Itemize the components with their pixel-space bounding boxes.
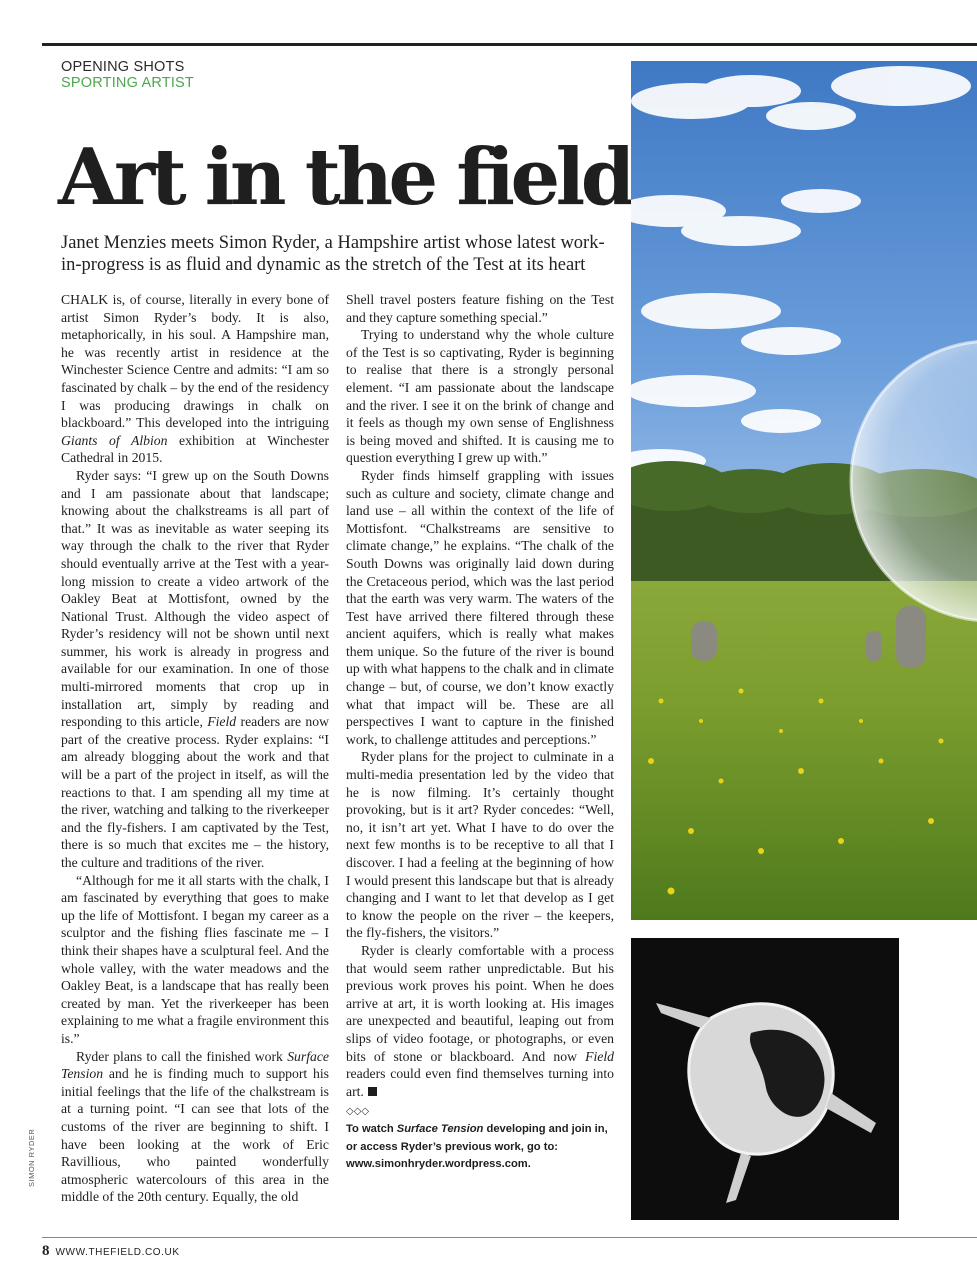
bottom-rule	[42, 1237, 977, 1238]
end-mark	[368, 1087, 377, 1096]
meadow-bubble-photo	[631, 61, 977, 920]
paragraph: Ryder is clearly comfortable with a process that would seem rather unpredictable. But his previous work proves his point. When he does arrive at art, it is worth looking at. His images are unexpected and beautiful, leaping out from slips of video footage, or photographs, or even bits of stone or blackboard. And now Field readers could even find themselves turning into art.	[346, 942, 614, 1099]
paragraph: Ryder finds himself grappling with issues such as culture and society, climate change and land use – all within the context of the life of Mottisfont. “Chalkstreams are sensitive to climate change,” he explains. “The chalk of the South Downs was originally laid down during the Cretaceous period, which was the last period that the earth was very warm. The waters of the Test have arrived there filtered through these ancient aquifers, which is really what makes them unique. So the future of the river is bound up with what happens to the chalk and in climate change – but, of course, we don’t know exactly what that impact will be. These are all perspectives I want to capture in the finished work, to challenge attitudes and perceptions.”	[346, 467, 614, 747]
italic-title: Field	[207, 714, 237, 730]
paragraph: “Although for me it all starts with the chalk, I am fascinated by everything that goes to make up the life of Mottisfont. I began my career as a sculptor and the fishing flies fascinate me – I think their shapes have a sculptural feel. And the whole valley, with the water meadows and the Oakley Beat, is a landscape that has really been created by man. Yet the riverkeeper has been explaining to me what a fragile environment this is.”	[61, 872, 329, 1046]
italic-title: Surface Tension	[61, 1048, 329, 1082]
call-to-action: To watch Surface Tension developing and join in, or access Ryder’s previous work, go to: www.simonhryder.wordpress.com.	[346, 1123, 608, 1171]
section-kicker: OPENING SHOTS	[61, 59, 185, 75]
section-subkicker: SPORTING ARTIST	[61, 75, 194, 91]
page-footer	[42, 1243, 180, 1260]
italic-title: Field	[585, 1048, 614, 1064]
photo-credit: SIMON RYDER	[27, 1128, 36, 1187]
paragraph: Ryder plans for the project to culminate in a multi-media presentation led by the video that he is now filming. It’s certainly thought provoking, but is it art? Ryder concedes: “Well, no, it isn’t art yet. What I have to do over the next few months is to be receptive to all that I discover. I had a feeling at the beginning of how I would present this landscape but that is already changing and I want to let that develop as I get to know the people on the river – the keepers, the fly-fishers, the visitors.”	[346, 749, 614, 941]
footer-url: WWW.THEFIELD.CO.UK	[55, 1247, 180, 1258]
paragraph: Trying to understand why the whole culture of the Test is so captivating, Ryder is beginning to realise that there is a strongly personal element. “I am passionate about the landscape and the river. I see it on the brink of change and it feels as though my own sense of Englishness is being moved and shifted. It is causing me to question everything I grew up with.”	[346, 327, 614, 466]
page-number: 8	[42, 1243, 50, 1259]
headline: Art in the field	[58, 132, 631, 223]
paragraph: Ryder plans to call the finished work Surface Tension and he is finding much to support his initial feelings that the life of the chalkstream is at a turning point. “I can see that lots of the customs of the river are beginning to shift. I have been looking at the work of Eric Ravillious, who painted wonderfully atmospheric watercolours of this area in the middle of the 20th century. Equally, the old	[61, 1048, 329, 1205]
paragraph: CHALK is, of course, literally in every bone of artist Simon Ryder’s body. It is also, metaphorically, in his soul. A Hampshire man, he was recently artist in residence at the Winchester Science Centre and admits: “I am so fascinated by chalk – by the end of the residency I was producing drawings in chalk on blackboard.” This developed into the intriguing Giants of Albion exhibition at Winchester Cathedral in 2015.	[61, 292, 329, 466]
paragraph: Shell travel posters feature fishing on the Test and they capture something special.”	[346, 292, 614, 325]
article-column-2	[346, 291, 614, 1174]
standfirst: Janet Menzies meets Simon Ryder, a Hampshire artist whose latest work-in-progress is as fluid and dynamic as the stretch of the Test at its heart	[61, 233, 605, 275]
divider-diamonds: ◇◇◇	[346, 1106, 370, 1118]
top-rule	[42, 43, 977, 46]
paragraph: Ryder says: “I grew up on the South Downs and I am passionate about that landscape; knowing about the chalkstreams is all part of that.” It was as inevitable as water seeping its way through the chalk to the river that Ryder should eventually arrive at the Test with a year-long mission to create a video artwork of the Oakley Beat at Mottisfont, owned by the National Trust. Although the video aspect of Ryder’s residency will not be shown until next summer, his work is already in progress and available for our examination. In one of those multi-mirrored moments that crop up in installation art, simply by reading and responding to this article, Field readers are now part of the creative process. Ryder explains: “I am already blogging about the work and that will be a part of the project in itself, as will the reactions to that. I am spending all my time at the river, watching and talking to the riverkeeper and the fly-fishers. I am captivated by the Test, there is so much that excites me – the history, the culture and traditions of the river.	[61, 467, 329, 870]
article-column-1	[61, 291, 329, 1206]
italic-title: Giants of Albion	[61, 432, 168, 448]
section-header	[61, 59, 194, 91]
blog-link[interactable]: www.simonhryder.wordpress.com.	[346, 1158, 531, 1171]
chalk-artwork-photo	[631, 938, 899, 1220]
